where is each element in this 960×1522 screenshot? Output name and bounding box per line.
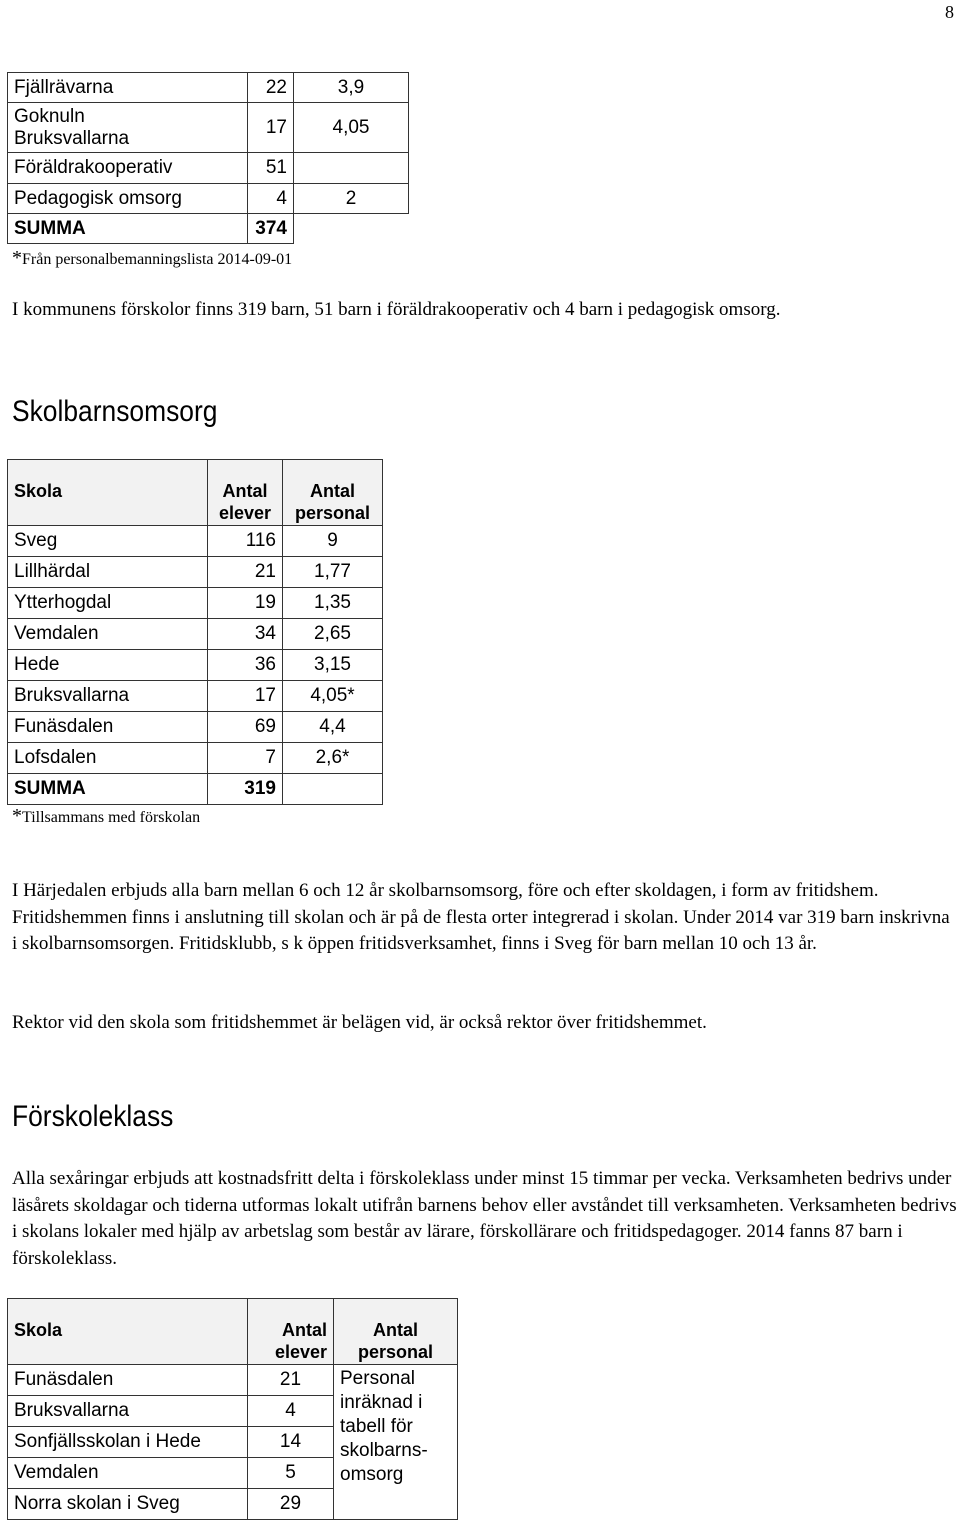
cell-count: 14	[248, 1427, 334, 1458]
table-row	[8, 103, 409, 153]
cell-count: 51	[248, 153, 294, 184]
cell-name: Vemdalen	[8, 619, 208, 650]
cell-name: Föräldrakooperativ	[8, 153, 248, 184]
footnote-text: Från personalbemanningslista 2014-09-01	[22, 251, 293, 268]
cell-name: Lillhärdal	[8, 557, 208, 588]
staff-note: Personal inräknad i tabell för skolbarns-omsorg	[340, 1368, 428, 1485]
cell-count: 4	[248, 1396, 334, 1427]
cell-count: 34	[208, 619, 283, 650]
paragraph-skolbarnsomsorg: I Härjedalen erbjuds alla barn mellan 6 och 12 år skolbarnsomsorg, före och efter skoldagen, i form av fritidshem. Fritidshemmen finns i anslutning till skolan och är på de flesta orter integrerad i skolan. Under 2014 var 319 barn inskrivna i skolbarnsomsorgen. Fritidsklubb, s k öppen fritidsverksamhet, finns i Sveg för barn mellan 10 och 13 år.	[12, 880, 950, 954]
cell-staff: 4,05	[294, 103, 409, 153]
table-row	[8, 681, 383, 712]
header-elever: Antal elever	[208, 460, 283, 526]
staff-note-cell	[334, 1365, 458, 1520]
cell-name: Funäsdalen	[8, 712, 208, 743]
cell-count: 21	[208, 557, 283, 588]
cell-count: 22	[248, 73, 294, 103]
cell-staff: 4,4	[283, 712, 383, 743]
sum-label: SUMMA	[8, 214, 248, 244]
paragraph-forskoleklass: Alla sexåringar erbjuds att kostnadsfritt delta i förskoleklass under minst 15 timmar per vecka. Verksamheten bedrivs under läsårets skoldagar och tiderna utformas lokalt utifrån barnens behov eller avståndet till verksamheten. Verksamheten bedrivs i skolans lokaler med hjälp av arbetslag som består av lärare, förskollärare och fritidspedagoger. 2014 fanns 87 barn i förskoleklass.	[12, 1168, 957, 1269]
cell-name: Hede	[8, 650, 208, 681]
cell-staff	[294, 153, 409, 184]
cell-count: 5	[248, 1458, 334, 1489]
table1-footnote	[12, 247, 292, 270]
table-skolbarnsomsorg	[7, 459, 383, 805]
table-header-row	[8, 460, 383, 526]
header-personal: Antal personal	[283, 460, 383, 526]
sum-label: SUMMA	[8, 774, 208, 805]
table-sum-row	[8, 214, 409, 244]
footnote-star: *	[12, 805, 22, 827]
cell-name: Sveg	[8, 526, 208, 557]
cell-staff: 1,35	[283, 588, 383, 619]
table-header-row	[8, 1299, 458, 1365]
cell-staff: 1,77	[283, 557, 383, 588]
cell-count: 36	[208, 650, 283, 681]
table-row	[8, 1365, 458, 1396]
cell-count: 29	[248, 1489, 334, 1520]
table-sum-row	[8, 774, 383, 805]
footnote-text: Tillsammans med förskolan	[22, 809, 201, 826]
cell-name: Ytterhogdal	[8, 588, 208, 619]
header-elever: Antal elever	[248, 1299, 334, 1365]
cell-name: Sonfjällsskolan i Hede	[8, 1427, 248, 1458]
empty-cell	[294, 214, 409, 244]
cell-staff: 2	[294, 184, 409, 214]
paragraph-rektor: Rektor vid den skola som fritidshemmet är belägen vid, är också rektor över fritidshemmet.	[12, 1012, 707, 1033]
table-row	[8, 588, 383, 619]
cell-name: Fjällrävarna	[8, 73, 248, 103]
cell-name: Lofsdalen	[8, 743, 208, 774]
heading-forskoleklass: Förskoleklass	[12, 1100, 174, 1133]
cell-count: 116	[208, 526, 283, 557]
sum-value: 319	[208, 774, 283, 805]
cell-staff: 2,65	[283, 619, 383, 650]
paragraph-forskola: I kommunens förskolor finns 319 barn, 51 barn i föräldrakooperativ och 4 barn i pedagogisk omsorg.	[12, 299, 781, 320]
table-row	[8, 73, 409, 103]
cell-name: Goknuln Bruksvallarna	[8, 103, 248, 153]
empty-cell	[283, 774, 383, 805]
table-row	[8, 526, 383, 557]
cell-count: 4	[248, 184, 294, 214]
table-forskoleklass	[7, 1298, 458, 1520]
header-skola: Skola	[8, 1299, 248, 1365]
cell-staff: 3,9	[294, 73, 409, 103]
cell-count: 69	[208, 712, 283, 743]
cell-staff: 3,15	[283, 650, 383, 681]
table-row	[8, 153, 409, 184]
cell-count: 19	[208, 588, 283, 619]
cell-name: Bruksvallarna	[8, 681, 208, 712]
cell-name: Bruksvallarna	[8, 1396, 248, 1427]
cell-name: Vemdalen	[8, 1458, 248, 1489]
table-row	[8, 184, 409, 214]
sum-value: 374	[248, 214, 294, 244]
cell-staff: 4,05*	[283, 681, 383, 712]
header-skola: Skola	[8, 460, 208, 526]
cell-staff: 2,6*	[283, 743, 383, 774]
table-row	[8, 743, 383, 774]
footnote-star: *	[12, 247, 22, 269]
cell-name: Pedagogisk omsorg	[8, 184, 248, 214]
table-row	[8, 557, 383, 588]
cell-count: 17	[208, 681, 283, 712]
cell-count: 7	[208, 743, 283, 774]
table-forskola	[7, 72, 409, 244]
cell-staff: 9	[283, 526, 383, 557]
table2-footnote	[12, 805, 200, 828]
table-row	[8, 619, 383, 650]
cell-count: 21	[248, 1365, 334, 1396]
table-row	[8, 650, 383, 681]
table-row	[8, 712, 383, 743]
cell-count: 17	[248, 103, 294, 153]
heading-skolbarnsomsorg: Skolbarnsomsorg	[12, 395, 218, 428]
cell-name: Norra skolan i Sveg	[8, 1489, 248, 1520]
header-personal: Antal personal	[334, 1299, 458, 1365]
page-number: 8	[945, 2, 954, 22]
cell-name: Funäsdalen	[8, 1365, 248, 1396]
